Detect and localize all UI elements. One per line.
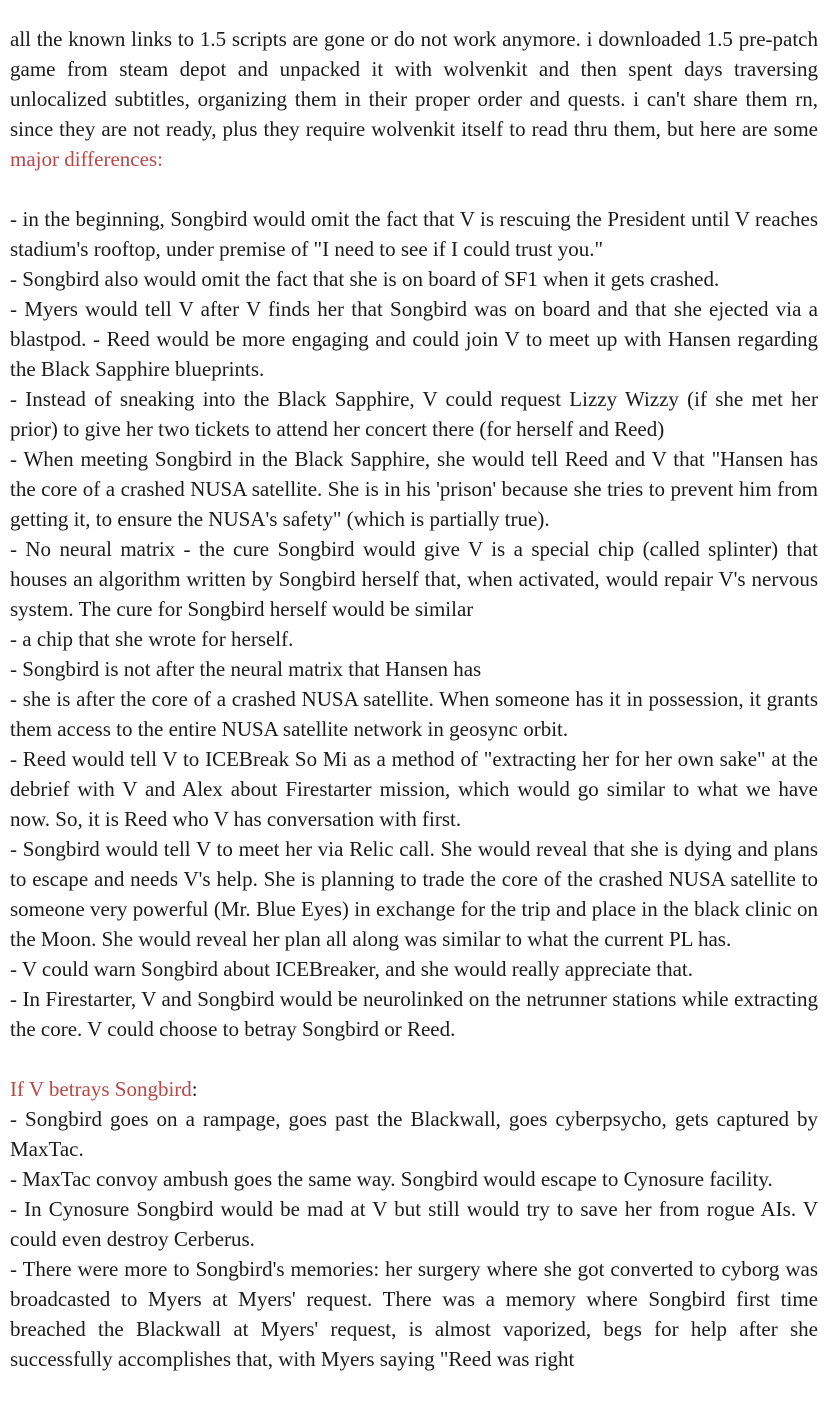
bullet-relic-call-plan bbox=[10, 834, 818, 954]
paragraph-spacer bbox=[10, 174, 818, 204]
bullet-songbird-omit-president bbox=[10, 204, 818, 264]
text-segment: - In Firestarter, V and Songbird would be neurolinked on the netrunner stations while extracting the core. V could choose to betray Songbird or Reed. bbox=[10, 987, 818, 1041]
bullet-meeting-songbird bbox=[10, 444, 818, 534]
text-segment: - she is after the core of a crashed NUSA satellite. When someone has it in possession, it grants them access to the entire NUSA satellite network in geosync orbit. bbox=[10, 687, 818, 741]
bullet-songbird-memories bbox=[10, 1254, 818, 1374]
bullet-not-after-matrix bbox=[10, 654, 818, 684]
bullet-songbird-omit-sf1 bbox=[10, 264, 818, 294]
bullet-cynosure-cerberus bbox=[10, 1194, 818, 1254]
text-segment: - No neural matrix - the cure Songbird would give V is a special chip (called splinter) that houses an algorithm written by Songbird herself that, when activated, would repair V's nervous system. The cure for Songbird herself would be similar bbox=[10, 537, 818, 621]
text-segment: - There were more to Songbird's memories: her surgery where she got converted to cyborg was broadcasted to Myers at Myers' request. There was a memory where Songbird first time breached the Blackwall at Myers' request, is almost vaporized, begs for help after she successfully accomplishes that, with Myers saying "Reed was right bbox=[10, 1257, 818, 1371]
bullet-warn-icebreaker bbox=[10, 954, 818, 984]
text-segment: - Myers would tell V after V finds her that Songbird was on board and that she ejected via a blastpod. - Reed would be more engaging and could join V to meet up with Hansen regarding the Black Sapphire blueprints. bbox=[10, 297, 818, 381]
bullet-chip-for-herself bbox=[10, 624, 818, 654]
highlighted-red-text: If V betrays Songbird bbox=[10, 1077, 192, 1101]
text-segment: - Songbird goes on a rampage, goes past the Blackwall, goes cyberpsycho, gets captured by MaxTac. bbox=[10, 1107, 818, 1161]
text-segment: all the known links to 1.5 scripts are gone or do not work anymore. i downloaded 1.5 pre-patch game from steam depot and unpacked it with wolvenkit and then spent days traversing unlocalized subtitles, organizing them in their proper order and quests. i can't share them rn, since they are not ready, plus they require wolvenkit itself to read thru them, but here are some bbox=[10, 27, 818, 141]
text-segment: - Songbird would tell V to meet her via Relic call. She would reveal that she is dying and plans to escape and needs V's help. She is planning to trade the core of the crashed NUSA satellite to someone very powerful (Mr. Blue Eyes) in exchange for the trip and place in the black clinic on the Moon. She would reveal her plan all along was similar to what the current PL has. bbox=[10, 837, 818, 951]
text-segment: : bbox=[191, 1077, 198, 1101]
bullet-lizzy-wizzy-tickets bbox=[10, 384, 818, 444]
bullet-firestarter-neurolink bbox=[10, 984, 818, 1044]
text-segment: - Reed would tell V to ICEBreak So Mi as a method of "extracting her for her own sake" at the debrief with V and Alex about Firestarter mission, which would go similar to what we have now. So, it is Reed who V has conversation with first. bbox=[10, 747, 818, 831]
bullet-after-satellite-core bbox=[10, 684, 818, 744]
betray-songbird-heading bbox=[10, 1074, 818, 1104]
bullet-reed-icebreak bbox=[10, 744, 818, 834]
text-segment: - MaxTac convoy ambush goes the same way. Songbird would escape to Cynosure facility. bbox=[10, 1167, 773, 1191]
bullet-no-neural-matrix bbox=[10, 534, 818, 624]
intro-paragraph bbox=[10, 24, 818, 174]
bullet-myers-blastpod-reed bbox=[10, 294, 818, 384]
paragraph-spacer bbox=[10, 1044, 818, 1074]
highlighted-red-text: major differences: bbox=[10, 147, 163, 171]
text-segment: - Instead of sneaking into the Black Sapphire, V could request Lizzy Wizzy (if she met her prior) to give her two tickets to attend her concert there (for herself and Reed) bbox=[10, 387, 818, 441]
text-segment: - Songbird also would omit the fact that she is on board of SF1 when it gets crashed. bbox=[10, 267, 720, 291]
text-segment: - a chip that she wrote for herself. bbox=[10, 627, 294, 651]
text-segment: - in the beginning, Songbird would omit the fact that V is rescuing the President until V reaches stadium's rooftop, under premise of "I need to see if I could trust you." bbox=[10, 207, 818, 261]
bullet-maxtac-convoy bbox=[10, 1164, 818, 1194]
text-segment: - Songbird is not after the neural matrix that Hansen has bbox=[10, 657, 482, 681]
text-segment: - When meeting Songbird in the Black Sapphire, she would tell Reed and V that "Hansen has the core of a crashed NUSA satellite. She is in his 'prison' because she tries to prevent him from getting it, to ensure the NUSA's safety" (which is partially true). bbox=[10, 447, 818, 531]
text-segment: - V could warn Songbird about ICEBreaker, and she would really appreciate that. bbox=[10, 957, 694, 981]
bullet-rampage-maxtac bbox=[10, 1104, 818, 1164]
text-segment: - In Cynosure Songbird would be mad at V but still would try to save her from rogue AIs. V could even destroy Cerberus. bbox=[10, 1197, 818, 1251]
